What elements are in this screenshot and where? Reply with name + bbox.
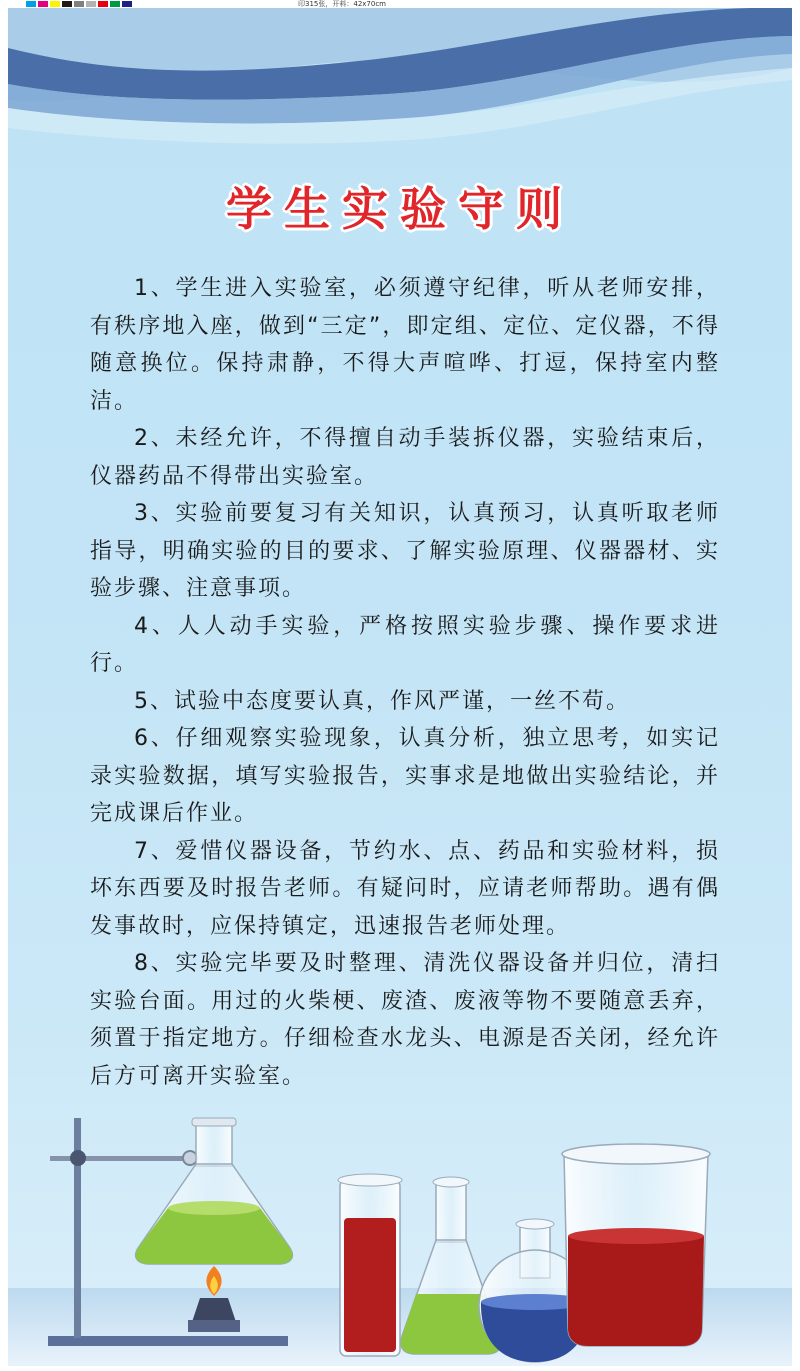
- color-swatches: [26, 1, 132, 7]
- rule-item: 6、仔细观察实验现象，认真分析，独立思考，如实记录实验数据，填写实验报告，实事求是地做出实验结论，并完成课后作业。: [90, 726, 720, 826]
- rule-item: 4、人人动手实验，严格按照实验步骤、操作要求进行。: [90, 613, 720, 676]
- swatch: [122, 1, 132, 7]
- print-note: 印315张，开料：42x70cm: [298, 0, 386, 8]
- rules-list: [90, 270, 720, 1095]
- rule-item: 3、实验前要复习有关知识，认真预习，认真听取老师指导，明确实验的目的要求、了解实验原理、仪器器材、实验步骤、注意事项。: [90, 501, 720, 601]
- rule-item: 1、学生进入实验室，必须遵守纪律，听从老师安排，有秩序地入座，做到“三定”，即定组、定位、定仪器，不得随意换位。保持肃静，不得大声喧哗、打逗，保持室内整洁。: [90, 276, 720, 414]
- rule-item: 2、未经允许，不得擅自动手装拆仪器，实验结束后，仪器药品不得带出实验室。: [90, 426, 720, 489]
- rule-item: 5、试验中态度要认真，作风严谨，一丝不苟。: [134, 688, 630, 714]
- swatch: [38, 1, 48, 7]
- print-margin-strip: [0, 0, 800, 8]
- green-flask-icon: [136, 1118, 293, 1264]
- lab-equipment-illustration: [8, 1088, 792, 1366]
- red-test-tube-icon: [338, 1174, 402, 1356]
- swatch: [98, 1, 108, 7]
- swatch: [86, 1, 96, 7]
- swatch: [50, 1, 60, 7]
- beaker-icon: [562, 1144, 710, 1346]
- swatch: [62, 1, 72, 7]
- poster-title: 学生实验守则: [226, 182, 574, 236]
- swatch: [74, 1, 84, 7]
- rule-item: 8、实验完毕要及时整理、清洗仪器设备并归位，清扫实验台面。用过的火柴梗、废渣、废液等物不要随意丢弃，须置于指定地方。仔细检查水龙头、电源是否关闭，经允许后方可离开实验室。: [90, 951, 720, 1089]
- poster-board: [8, 8, 792, 1366]
- header-waves: [8, 8, 792, 178]
- swatch: [110, 1, 120, 7]
- swatch: [26, 1, 36, 7]
- rule-item: 7、爱惜仪器设备，节约水、点、药品和实验材料，损坏东西要及时报告老师。有疑问时，应请老师帮助。遇有偶发事故时，应保持镇定，迅速报告老师处理。: [90, 838, 720, 939]
